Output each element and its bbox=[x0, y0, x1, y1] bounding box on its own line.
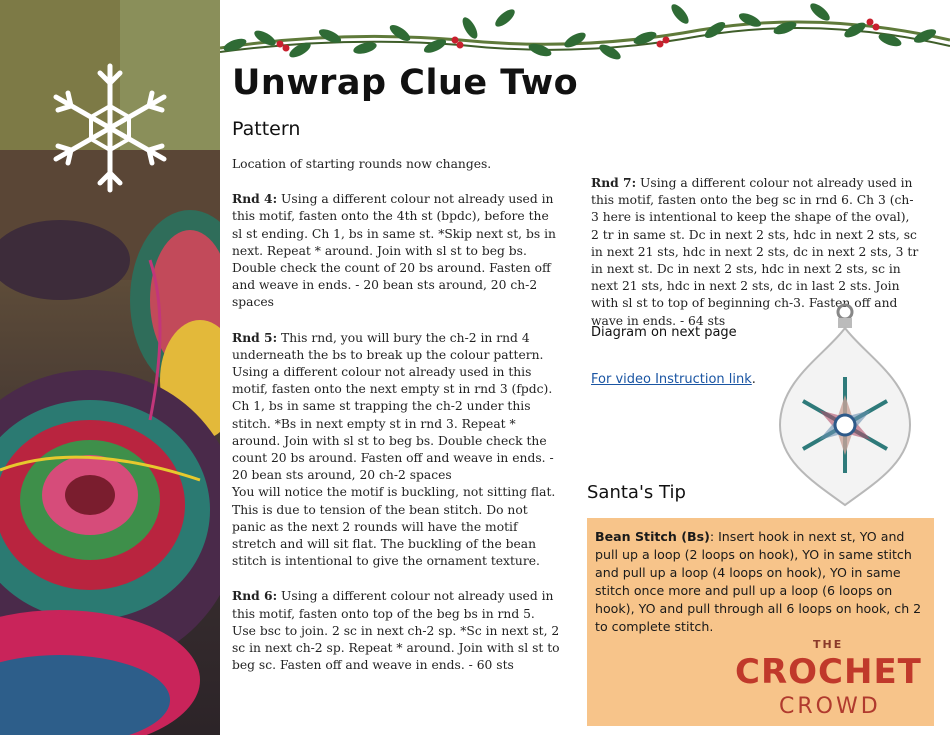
video-instruction-link[interactable]: For video Instruction link bbox=[591, 372, 752, 387]
round-6 bbox=[232, 587, 562, 674]
diagram-note: Diagram on next page bbox=[591, 325, 737, 340]
tip-term: Bean Stitch (Bs) bbox=[595, 529, 710, 544]
logo-the: THE bbox=[813, 638, 844, 651]
crochet-photo bbox=[0, 0, 220, 735]
video-link-suffix: . bbox=[751, 372, 756, 387]
round-label: Rnd 4: bbox=[232, 191, 278, 207]
intro-text: Location of starting rounds now changes. bbox=[232, 157, 492, 171]
round-text: Using a different colour not already used in this motif, fasten onto the beg sc in rnd 6. Ch 3 (ch-3 here is intentional to keep the shape of the oval), 2 tr in same st. Dc in next 2 sts, hdc in next 2 sts, sc in next 21 sts, hdc in next 2 sts, dc in next 2 sts, 3 tr in next st. Dc in next 2 sts, hdc in next 2 sts, sc in next 21 sts, hdc in next 2 sts, dc in last 2 sts. Join with sl st to top of beginning ch-3. Fasten off and wave in ends. - 64 sts bbox=[591, 176, 919, 328]
round-text: Using a different colour not already used in this motif, fasten onto the 4th st (bpdc), before the sl st ending. Ch 1, bs in same st. *Skip next st, bs in next. Repeat * around. Join with sl st to beg bs. Double check the count of 20 bs around. Fasten off and weave in ends. - 20 bean sts around, 20 ch-2 spaces bbox=[232, 192, 556, 310]
round-label: Rnd 6: bbox=[232, 588, 278, 604]
crochet-crowd-logo bbox=[735, 638, 920, 722]
round-4 bbox=[232, 190, 562, 311]
buckling-note: You will notice the motif is buckling, not sitting flat. This is due to tension of the bean stitch. Do not panic as the next 2 rounds will have the motif stretch and will sit flat. The buckling of the bean stitch is intentional to give the ornament texture. bbox=[232, 485, 556, 569]
logo-crowd: CROWD bbox=[779, 694, 881, 719]
section-subtitle: Pattern bbox=[232, 118, 301, 140]
page-title: Unwrap Clue Two bbox=[232, 63, 579, 103]
round-5 bbox=[232, 329, 562, 485]
santas-tip-title: Santa's Tip bbox=[587, 482, 686, 503]
round-label: Rnd 7: bbox=[591, 175, 637, 190]
logo-crochet: CROCHET bbox=[735, 652, 922, 692]
round-label: Rnd 5: bbox=[232, 329, 278, 345]
round-text: Using a different colour not already used in this motif, fasten onto top of the beg bs in rnd 5. Use bsc to join. 2 sc in next ch-2 sp. *Sc in next st, 2 sc in next ch-2 sp. Repeat * around. Join with sl st to beg sc. Fasten off and weave in ends. - 60 sts bbox=[232, 589, 560, 673]
tip-colon: : bbox=[709, 529, 715, 544]
ornament-illustration bbox=[770, 300, 920, 510]
tip-text: Insert hook in next st, YO and pull up a loop (2 loops on hook), YO in same stitch and pull up a loop (4 loops on hook), YO in same stitch once more and pull up a loop (6 loops on hook), YO and pull through all 6 loops on hook, ch 2 to complete stitch. bbox=[595, 529, 922, 634]
video-link-line bbox=[591, 372, 756, 387]
snowflake-icon bbox=[40, 58, 180, 198]
pattern-column-left bbox=[232, 156, 562, 674]
round-text: This rnd, you will bury the ch-2 in rnd 4 underneath the bs to break up the colour pattern. Using a different colour not already used in this motif, fasten onto the next empty st in rnd 3 (fpdc). Ch 1, bs in same st trapping the ch-2 under this stitch. *Bs in next empty st in rnd 3. Repeat * around. Join with sl st to beg bs. Double check the count 20 bs around. Fasten off and weave in ends. - 20 bean sts around, 20 ch-2 spaces bbox=[232, 330, 554, 483]
